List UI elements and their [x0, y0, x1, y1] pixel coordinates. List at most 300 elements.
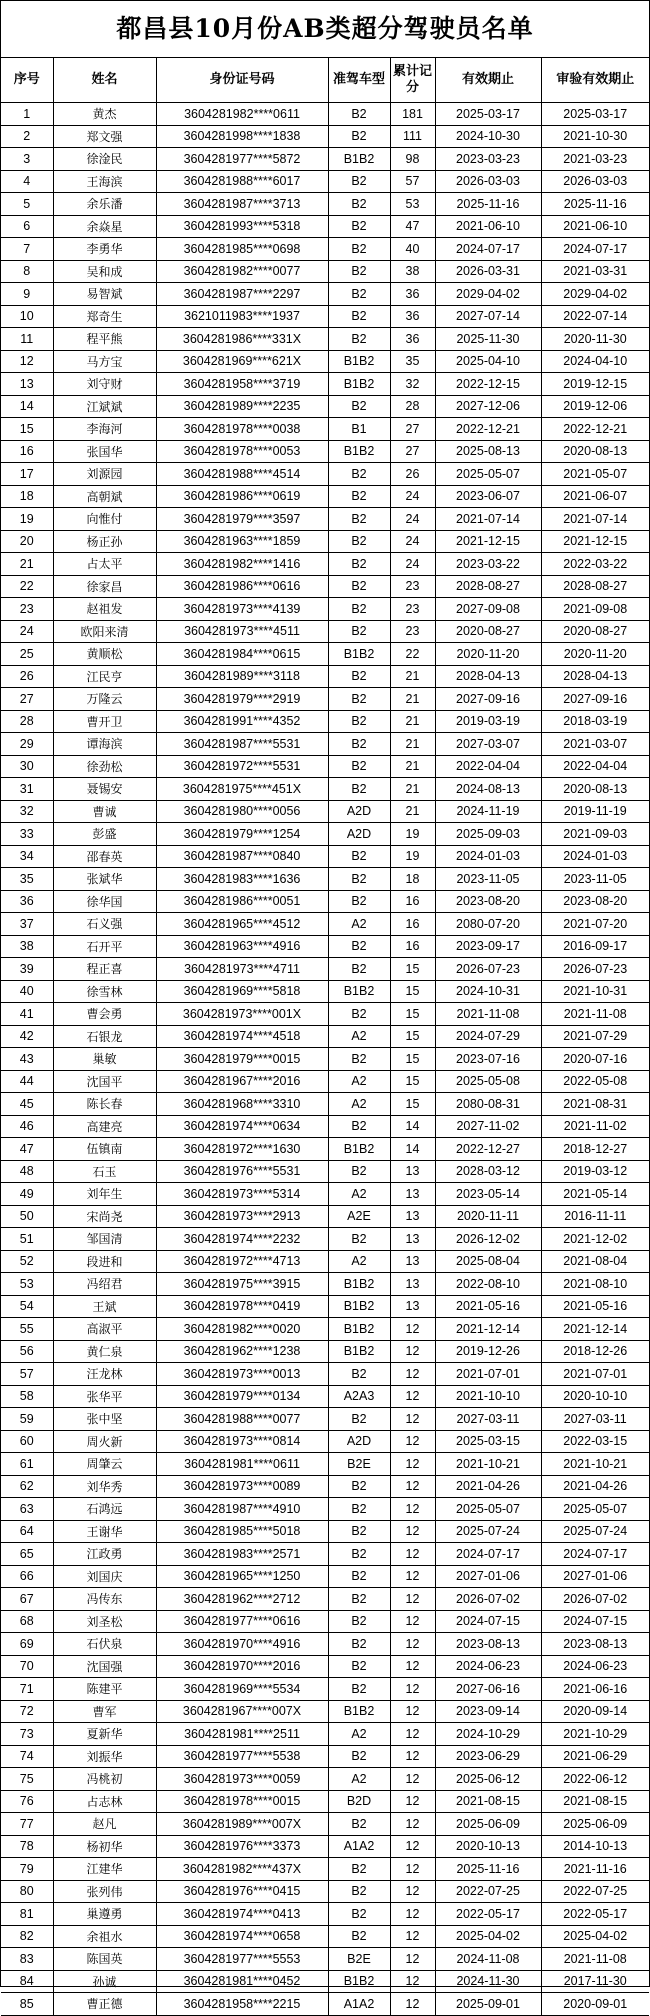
id-number-cell: 3604281982****0077: [156, 260, 328, 283]
license-type-cell: B2: [328, 1565, 390, 1588]
id-number-cell: 3604281978****0419: [156, 1295, 328, 1318]
valid-until-cell: 2025-06-12: [435, 1768, 541, 1791]
license-type-cell: B2D: [328, 1790, 390, 1813]
serial-cell: 53: [1, 1273, 53, 1296]
valid-until-cell: 2026-07-02: [435, 1588, 541, 1611]
serial-cell: 69: [1, 1633, 53, 1656]
table-row: [1, 575, 649, 598]
id-number-cell: 3604281975****3915: [156, 1273, 328, 1296]
valid-until-cell: 2022-05-17: [435, 1903, 541, 1926]
points-cell: 12: [390, 1835, 435, 1858]
license-type-cell: B2: [328, 868, 390, 891]
points-cell: 12: [390, 1790, 435, 1813]
points-cell: 21: [390, 733, 435, 756]
points-cell: 12: [390, 1588, 435, 1611]
license-type-cell: B2: [328, 1858, 390, 1881]
license-type-cell: B1B2: [328, 1970, 390, 1993]
name-cell: 段进和: [53, 1250, 156, 1273]
license-type-cell: B2: [328, 755, 390, 778]
id-number-cell: 3604281958****2215: [156, 1993, 328, 2016]
name-cell: 徐华国: [53, 890, 156, 913]
serial-cell: 68: [1, 1610, 53, 1633]
valid-until-cell: 2023-11-05: [435, 868, 541, 891]
table-row: [1, 643, 649, 666]
license-type-cell: A2: [328, 1093, 390, 1116]
table-row: [1, 328, 649, 351]
valid-until-cell: 2027-12-06: [435, 395, 541, 418]
table-row: [1, 1205, 649, 1228]
serial-cell: 67: [1, 1588, 53, 1611]
table-row: [1, 1340, 649, 1363]
valid-until-cell: 2019-03-19: [435, 710, 541, 733]
name-cell: 黄仁泉: [53, 1340, 156, 1363]
name-cell: 彭盛: [53, 823, 156, 846]
license-type-cell: B2: [328, 395, 390, 418]
serial-cell: 83: [1, 1948, 53, 1971]
table-row: [1, 1655, 649, 1678]
header-serial: 序号: [1, 58, 53, 103]
valid-until-cell: 2027-11-02: [435, 1115, 541, 1138]
id-number-cell: 3604281963****1859: [156, 530, 328, 553]
name-cell: 黄杰: [53, 103, 156, 126]
audit-until-cell: 2021-09-03: [541, 823, 649, 846]
table-row: [1, 913, 649, 936]
valid-until-cell: 2026-12-02: [435, 1228, 541, 1251]
valid-until-cell: 2025-09-01: [435, 1993, 541, 2016]
table-row: [1, 440, 649, 463]
name-cell: 沈国平: [53, 1070, 156, 1093]
points-cell: 15: [390, 1048, 435, 1071]
audit-until-cell: 2021-04-26: [541, 1475, 649, 1498]
audit-until-cell: 2022-04-04: [541, 755, 649, 778]
name-cell: 占志林: [53, 1790, 156, 1813]
valid-until-cell: 2023-05-14: [435, 1183, 541, 1206]
audit-until-cell: 2022-05-17: [541, 1903, 649, 1926]
valid-until-cell: 2023-06-07: [435, 485, 541, 508]
serial-cell: 12: [1, 350, 53, 373]
table-row: [1, 980, 649, 1003]
serial-cell: 47: [1, 1138, 53, 1161]
name-cell: 邹国清: [53, 1228, 156, 1251]
serial-cell: 34: [1, 845, 53, 868]
points-cell: 14: [390, 1115, 435, 1138]
serial-cell: 13: [1, 373, 53, 396]
points-cell: 12: [390, 1948, 435, 1971]
license-type-cell: B2: [328, 1475, 390, 1498]
valid-until-cell: 2019-12-26: [435, 1340, 541, 1363]
serial-cell: 76: [1, 1790, 53, 1813]
points-cell: 12: [390, 1745, 435, 1768]
table-row: [1, 1993, 649, 2016]
id-number-cell: 3604281991****4352: [156, 710, 328, 733]
points-cell: 12: [390, 1498, 435, 1521]
license-type-cell: B2E: [328, 1453, 390, 1476]
points-cell: 16: [390, 935, 435, 958]
serial-cell: 36: [1, 890, 53, 913]
name-cell: 周肇云: [53, 1453, 156, 1476]
name-cell: 冯桃初: [53, 1768, 156, 1791]
license-type-cell: B2: [328, 328, 390, 351]
serial-cell: 3: [1, 148, 53, 171]
audit-until-cell: 2020-11-20: [541, 643, 649, 666]
id-number-cell: 3604281973****0089: [156, 1475, 328, 1498]
points-cell: 15: [390, 1070, 435, 1093]
points-cell: 47: [390, 215, 435, 238]
valid-until-cell: 2025-08-04: [435, 1250, 541, 1273]
valid-until-cell: 2027-03-11: [435, 1408, 541, 1431]
name-cell: 程正喜: [53, 958, 156, 981]
valid-until-cell: 2024-10-31: [435, 980, 541, 1003]
license-type-cell: B2: [328, 1745, 390, 1768]
audit-until-cell: 2020-08-13: [541, 440, 649, 463]
id-number-cell: 3604281965****4512: [156, 913, 328, 936]
audit-until-cell: 2028-04-13: [541, 665, 649, 688]
points-cell: 12: [390, 1678, 435, 1701]
table-row: [1, 1543, 649, 1566]
name-cell: 张列伟: [53, 1880, 156, 1903]
table-row: [1, 1700, 649, 1723]
valid-until-cell: 2025-04-02: [435, 1925, 541, 1948]
id-number-cell: 3604281983****1636: [156, 868, 328, 891]
table-row: [1, 1498, 649, 1521]
table-row: [1, 418, 649, 441]
valid-until-cell: 2022-08-10: [435, 1273, 541, 1296]
license-type-cell: B2: [328, 665, 390, 688]
id-number-cell: 3604281980****0056: [156, 800, 328, 823]
points-cell: 13: [390, 1273, 435, 1296]
valid-until-cell: 2021-10-21: [435, 1453, 541, 1476]
name-cell: 余祖水: [53, 1925, 156, 1948]
audit-until-cell: 2024-07-17: [541, 1543, 649, 1566]
audit-until-cell: 2021-11-16: [541, 1858, 649, 1881]
valid-until-cell: 2021-12-15: [435, 530, 541, 553]
serial-cell: 35: [1, 868, 53, 891]
audit-until-cell: 2021-06-07: [541, 485, 649, 508]
serial-cell: 21: [1, 553, 53, 576]
table-row: [1, 890, 649, 913]
audit-until-cell: 2021-11-08: [541, 1948, 649, 1971]
license-type-cell: A2D: [328, 823, 390, 846]
valid-until-cell: 2026-03-31: [435, 260, 541, 283]
points-cell: 12: [390, 1565, 435, 1588]
id-number-cell: 3604281978****0038: [156, 418, 328, 441]
id-number-cell: 3604281965****1250: [156, 1565, 328, 1588]
license-type-cell: B1B2: [328, 1318, 390, 1341]
points-cell: 38: [390, 260, 435, 283]
audit-until-cell: 2023-08-13: [541, 1633, 649, 1656]
name-cell: 李海河: [53, 418, 156, 441]
points-cell: 21: [390, 665, 435, 688]
serial-cell: 16: [1, 440, 53, 463]
table-row: [1, 148, 649, 171]
audit-until-cell: 2018-03-19: [541, 710, 649, 733]
table-row: [1, 1835, 649, 1858]
points-cell: 28: [390, 395, 435, 418]
valid-until-cell: 2021-11-08: [435, 1003, 541, 1026]
points-cell: 12: [390, 1430, 435, 1453]
name-cell: 周火新: [53, 1430, 156, 1453]
serial-cell: 26: [1, 665, 53, 688]
audit-until-cell: 2019-03-12: [541, 1160, 649, 1183]
points-cell: 18: [390, 868, 435, 891]
points-cell: 12: [390, 1768, 435, 1791]
serial-cell: 73: [1, 1723, 53, 1746]
points-cell: 13: [390, 1183, 435, 1206]
name-cell: 马方宝: [53, 350, 156, 373]
audit-until-cell: 2021-10-30: [541, 125, 649, 148]
valid-until-cell: 2025-09-03: [435, 823, 541, 846]
table-row: [1, 868, 649, 891]
table-row: [1, 1408, 649, 1431]
license-type-cell: B1B2: [328, 148, 390, 171]
id-number-cell: 3604281981****0611: [156, 1453, 328, 1476]
audit-until-cell: 2021-06-10: [541, 215, 649, 238]
valid-until-cell: 2024-01-03: [435, 845, 541, 868]
serial-cell: 40: [1, 980, 53, 1003]
valid-until-cell: 2025-08-13: [435, 440, 541, 463]
serial-cell: 51: [1, 1228, 53, 1251]
license-type-cell: B2: [328, 1498, 390, 1521]
audit-until-cell: 2022-03-22: [541, 553, 649, 576]
name-cell: 李勇华: [53, 238, 156, 261]
driver-table: [1, 58, 649, 2016]
valid-until-cell: 2027-09-16: [435, 688, 541, 711]
serial-cell: 71: [1, 1678, 53, 1701]
table-body: [1, 103, 649, 2016]
points-cell: 12: [390, 1655, 435, 1678]
name-cell: 石银龙: [53, 1025, 156, 1048]
name-cell: 刘国庆: [53, 1565, 156, 1588]
points-cell: 36: [390, 328, 435, 351]
audit-until-cell: 2021-12-14: [541, 1318, 649, 1341]
table-row: [1, 958, 649, 981]
name-cell: 石开平: [53, 935, 156, 958]
name-cell: 占太平: [53, 553, 156, 576]
audit-until-cell: 2021-09-08: [541, 598, 649, 621]
audit-until-cell: 2021-12-02: [541, 1228, 649, 1251]
points-cell: 26: [390, 463, 435, 486]
valid-until-cell: 2021-08-15: [435, 1790, 541, 1813]
id-number-cell: 3604281973****2913: [156, 1205, 328, 1228]
table-row: [1, 800, 649, 823]
id-number-cell: 3604281979****2919: [156, 688, 328, 711]
name-cell: 黄顺松: [53, 643, 156, 666]
name-cell: 曹会勇: [53, 1003, 156, 1026]
name-cell: 杨正孙: [53, 530, 156, 553]
id-number-cell: 3604281970****2016: [156, 1655, 328, 1678]
id-number-cell: 3604281984****0615: [156, 643, 328, 666]
valid-until-cell: 2027-03-07: [435, 733, 541, 756]
audit-until-cell: 2026-03-03: [541, 170, 649, 193]
table-row: [1, 1115, 649, 1138]
valid-until-cell: 2024-11-30: [435, 1970, 541, 1993]
id-number-cell: 3604281983****2571: [156, 1543, 328, 1566]
table-row: [1, 1813, 649, 1836]
table-row: [1, 1903, 649, 1926]
audit-until-cell: 2021-08-15: [541, 1790, 649, 1813]
valid-until-cell: 2026-07-23: [435, 958, 541, 981]
audit-until-cell: 2020-10-10: [541, 1385, 649, 1408]
name-cell: 易智斌: [53, 283, 156, 306]
audit-until-cell: 2025-06-09: [541, 1813, 649, 1836]
table-row: [1, 1003, 649, 1026]
name-cell: 向惟付: [53, 508, 156, 531]
serial-cell: 8: [1, 260, 53, 283]
id-number-cell: 3604281985****5018: [156, 1520, 328, 1543]
points-cell: 12: [390, 1925, 435, 1948]
serial-cell: 28: [1, 710, 53, 733]
license-type-cell: B2: [328, 1543, 390, 1566]
serial-cell: 65: [1, 1543, 53, 1566]
id-number-cell: 3604281981****0452: [156, 1970, 328, 1993]
audit-until-cell: 2024-01-03: [541, 845, 649, 868]
serial-cell: 7: [1, 238, 53, 261]
id-number-cell: 3604281976****5531: [156, 1160, 328, 1183]
points-cell: 19: [390, 845, 435, 868]
valid-until-cell: 2080-07-20: [435, 913, 541, 936]
audit-until-cell: 2026-07-23: [541, 958, 649, 981]
table-row: [1, 193, 649, 216]
license-type-cell: A2: [328, 1025, 390, 1048]
name-cell: 赵凡: [53, 1813, 156, 1836]
name-cell: 沈国强: [53, 1655, 156, 1678]
name-cell: 江民亨: [53, 665, 156, 688]
audit-until-cell: 2021-03-23: [541, 148, 649, 171]
points-cell: 19: [390, 823, 435, 846]
serial-cell: 64: [1, 1520, 53, 1543]
table-row: [1, 1318, 649, 1341]
id-number-cell: 3604281973****4511: [156, 620, 328, 643]
serial-cell: 62: [1, 1475, 53, 1498]
table-row: [1, 1228, 649, 1251]
audit-until-cell: 2014-10-13: [541, 1835, 649, 1858]
name-cell: 王谢华: [53, 1520, 156, 1543]
name-cell: 欧阳来清: [53, 620, 156, 643]
audit-until-cell: 2028-08-27: [541, 575, 649, 598]
audit-until-cell: 2021-08-10: [541, 1273, 649, 1296]
id-number-cell: 3604281974****2232: [156, 1228, 328, 1251]
license-type-cell: B1: [328, 418, 390, 441]
table-row: [1, 1745, 649, 1768]
table-row: [1, 1925, 649, 1948]
points-cell: 12: [390, 1543, 435, 1566]
points-cell: 35: [390, 350, 435, 373]
audit-until-cell: 2021-08-04: [541, 1250, 649, 1273]
serial-cell: 31: [1, 778, 53, 801]
table-row: [1, 260, 649, 283]
audit-until-cell: 2020-09-01: [541, 1993, 649, 2016]
valid-until-cell: 2023-09-17: [435, 935, 541, 958]
points-cell: 13: [390, 1295, 435, 1318]
table-row: [1, 463, 649, 486]
serial-cell: 60: [1, 1430, 53, 1453]
name-cell: 孙诚: [53, 1970, 156, 1993]
name-cell: 曹诚: [53, 800, 156, 823]
id-number-cell: 3604281987****3713: [156, 193, 328, 216]
valid-until-cell: 2024-07-15: [435, 1610, 541, 1633]
audit-until-cell: 2022-07-14: [541, 305, 649, 328]
name-cell: 徐家昌: [53, 575, 156, 598]
name-cell: 石伏泉: [53, 1633, 156, 1656]
table-row: [1, 1610, 649, 1633]
valid-until-cell: 2025-05-07: [435, 463, 541, 486]
audit-until-cell: 2021-06-29: [541, 1745, 649, 1768]
license-type-cell: A2D: [328, 1430, 390, 1453]
license-type-cell: B2: [328, 1925, 390, 1948]
valid-until-cell: 2020-11-11: [435, 1205, 541, 1228]
name-cell: 刘守财: [53, 373, 156, 396]
points-cell: 12: [390, 1453, 435, 1476]
valid-until-cell: 2021-07-14: [435, 508, 541, 531]
points-cell: 15: [390, 958, 435, 981]
watermark: [640, 1953, 644, 1966]
points-cell: 12: [390, 1903, 435, 1926]
table-row: [1, 1880, 649, 1903]
name-cell: 杨初华: [53, 1835, 156, 1858]
points-cell: 23: [390, 598, 435, 621]
valid-until-cell: 2023-07-16: [435, 1048, 541, 1071]
license-type-cell: B2: [328, 1655, 390, 1678]
license-type-cell: B2: [328, 1115, 390, 1138]
name-cell: 曹开卫: [53, 710, 156, 733]
audit-until-cell: 2021-05-16: [541, 1295, 649, 1318]
audit-until-cell: 2021-08-31: [541, 1093, 649, 1116]
name-cell: 徐淦民: [53, 148, 156, 171]
name-cell: 张斌华: [53, 868, 156, 891]
license-type-cell: B1B2: [328, 1700, 390, 1723]
audit-until-cell: 2025-03-17: [541, 103, 649, 126]
serial-cell: 74: [1, 1745, 53, 1768]
serial-cell: 5: [1, 193, 53, 216]
id-number-cell: 3604281978****0053: [156, 440, 328, 463]
serial-cell: 56: [1, 1340, 53, 1363]
license-type-cell: B2E: [328, 1948, 390, 1971]
license-type-cell: B2: [328, 238, 390, 261]
table-row: [1, 305, 649, 328]
valid-until-cell: 2021-10-10: [435, 1385, 541, 1408]
table-row: [1, 778, 649, 801]
name-cell: 赵祖发: [53, 598, 156, 621]
valid-until-cell: 2025-06-09: [435, 1813, 541, 1836]
license-type-cell: B1B2: [328, 350, 390, 373]
table-row: [1, 170, 649, 193]
valid-until-cell: 2025-04-10: [435, 350, 541, 373]
points-cell: 21: [390, 778, 435, 801]
serial-cell: 42: [1, 1025, 53, 1048]
license-type-cell: B2: [328, 485, 390, 508]
serial-cell: 78: [1, 1835, 53, 1858]
license-type-cell: B1B2: [328, 1340, 390, 1363]
audit-until-cell: 2024-04-10: [541, 350, 649, 373]
valid-until-cell: 2024-07-29: [435, 1025, 541, 1048]
serial-cell: 22: [1, 575, 53, 598]
points-cell: 15: [390, 1025, 435, 1048]
points-cell: 12: [390, 1363, 435, 1386]
points-cell: 12: [390, 1318, 435, 1341]
name-cell: 伍镇南: [53, 1138, 156, 1161]
license-type-cell: B2: [328, 1813, 390, 1836]
id-number-cell: 3604281987****5531: [156, 733, 328, 756]
id-number-cell: 3604281987****2297: [156, 283, 328, 306]
valid-until-cell: 2024-07-17: [435, 238, 541, 261]
name-cell: 刘源园: [53, 463, 156, 486]
points-cell: 15: [390, 1093, 435, 1116]
name-cell: 王斌: [53, 1295, 156, 1318]
table-row: [1, 1453, 649, 1476]
valid-until-cell: 2020-10-13: [435, 1835, 541, 1858]
id-number-cell: 3604281979****3597: [156, 508, 328, 531]
name-cell: 石鸿远: [53, 1498, 156, 1521]
